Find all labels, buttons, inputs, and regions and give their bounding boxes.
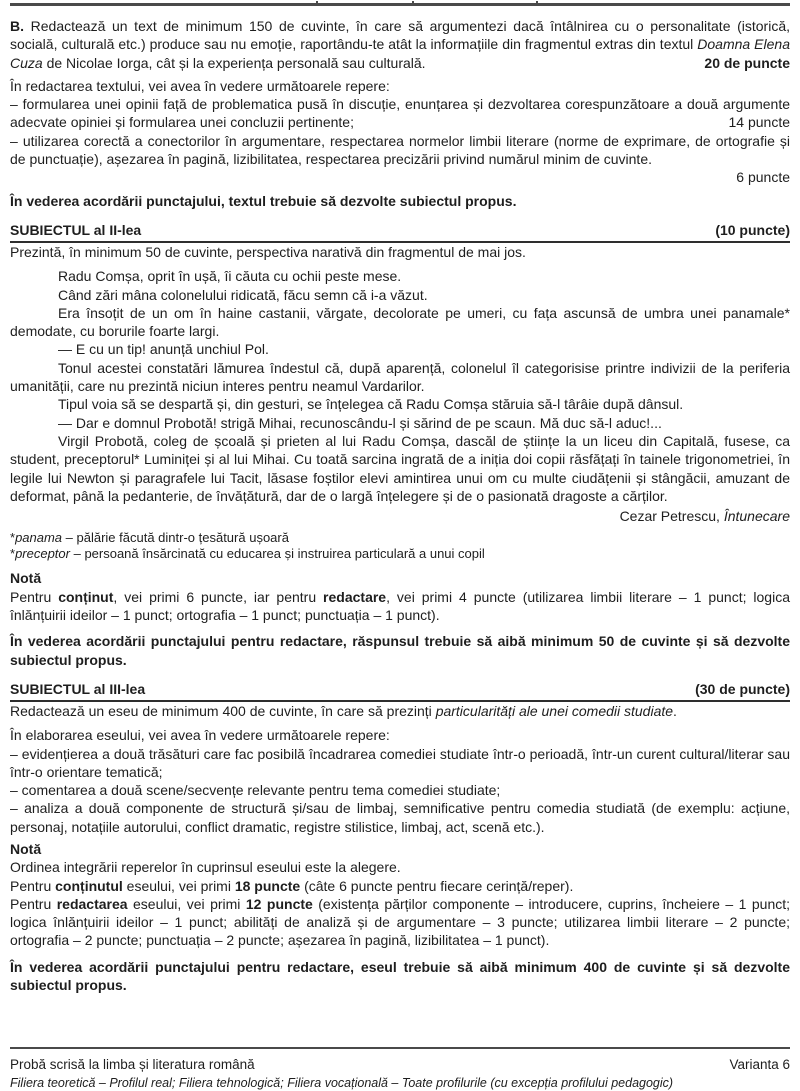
essay-topic: particularități ale unei comedii studiate	[435, 702, 674, 719]
fragment-paragraph: Virgil Probotă, coleg de școală și prieten al lui Radu Comșa, dascăl de științe la un liceu din Capitală, fusese, ca student, preceptorul* Luminiței și al lui Mihai. Cu toată sarcina ingrată de a iniția doi copii răsfățați în tainele trigonometriei, în legile lui Newton și paragrafele lui Tacit, lăsase foștilor elevi amintirea unui om cu multe ciudățenii și stângăcii, amuzant de deformat, până la pedanterie, de învățătură, dar de o largă înțelegere și de o pasionată dragoste a cărților.	[10, 432, 790, 504]
essay-bullet-2: – comentarea a două scene/secvențe relevante pentru tema comediei studiate;	[10, 782, 501, 799]
note-text: , vei primi 4 puncte (utilizarea limbii literare – 1 punct; logica înlănțuirii ideilor – 1 punct; ortografia – 1 punct; punctuația – 1 punct).	[10, 588, 790, 624]
subject-2-header	[10, 222, 790, 243]
fragment-paragraph: Radu Comșa, oprit în ușă, îi căuta cu ochii peste mese.	[58, 268, 402, 285]
subject-3-award-note: În vederea acordării punctajului pentru redactare, eseul trebuie să aibă minimum 400 de cuvinte și să dezvolte subiectul propus.	[10, 958, 790, 994]
footnote-term: preceptor	[15, 545, 70, 561]
footnote-definition: – pălărie făcută dintr-o țesătură ușoară	[62, 530, 289, 546]
table-remnant-tick	[412, 1, 414, 6]
emphasis-points: 18 puncte	[234, 877, 301, 894]
essay-bullet-1: – evidențierea a două trăsături care fac posibilă încadrarea comediei studiate într-o perioadă, într-un curent cultural/literar sau într-o orientare tematică;	[10, 745, 790, 780]
note-text: eseului, vei primi	[122, 877, 235, 894]
fragment-paragraph: Când zări mâna colonelului ridicată, făcu semn că i-a văzut.	[58, 286, 428, 303]
emphasis-points: 12 puncte	[245, 895, 313, 912]
footer-variant: Varianta 6	[729, 1057, 790, 1072]
part-b-guidelines-intro: În redactarea textului, vei avea în vedere următoarele repere:	[10, 77, 390, 94]
subject-3-title: SUBIECTUL al III-lea	[10, 680, 146, 697]
footnote-term: panama	[15, 530, 63, 546]
table-remnant-tick	[316, 1, 318, 6]
author-name: Cezar Petrescu,	[619, 508, 720, 525]
note-text: eseului, vei primi	[127, 895, 246, 912]
emphasis-term: redactarea	[56, 895, 128, 912]
literary-fragment	[10, 267, 790, 505]
part-b-award-note: În vederea acordării punctajului, textul trebuie să dezvolte subiectul propus.	[10, 192, 517, 209]
task-text: Redactează un eseu de minimum 400 de cuvinte, în care să prezinți	[10, 702, 436, 719]
part-b-points: 20 de puncte	[704, 54, 790, 71]
note-text: (existența părților componente – introducere, cuprins, încheiere – 1 punct; logica înlănțuirii ideilor – 1 punct; abilități de analiză și de argumentare – 3 puncte; utilizarea limbii literare – 2 puncte; ortografia – 2 puncte; punctuația – 2 puncte; așezarea în pagină, lizibilitatea – 1 punct).	[10, 895, 791, 949]
referenced-work-title: Doamna Elena Cuza	[10, 36, 790, 71]
bullet-1-points: 14 puncte	[728, 114, 790, 131]
part-b-bullet-2: – utilizarea corectă a conectorilor în argumentare, respectarea normelor limbii literare (norme de exprimare, de ortografie și de punctuație), așezarea în pagină, lizibilitatea, respectarea precizării privind numărul minim de cuvinte.	[10, 132, 790, 168]
subject-3-header	[10, 681, 790, 702]
part-b-bullet-1	[10, 95, 790, 132]
footer-exam-name: Probă scrisă la limba și literatura română	[10, 1057, 255, 1072]
footnote-definition: – persoană însărcinată cu educarea și instruirea particulară a unui copil	[69, 545, 485, 561]
footnote-marker: *	[10, 530, 16, 546]
footer-cutoff-line: Filiera teoretică – Profilul real; Filiera tehnologică; Filiera vocațională – Toate profilurile (cu excepția profilului pedagogic)	[10, 1076, 674, 1090]
bullet-text: – formularea unei opinii față de problematica pusă în discuție, enunțarea și dezvoltarea corespunzătoare a două argumente adecvate opiniei și formularea unei concluzii pertinente;	[10, 96, 790, 131]
fragment-paragraph: Era însoțit de un om în haine castanii, vărgate, decolorate pe umeri, cu fața ascunsă de umbra unei panamale* demodate, cu borurile foarte largi.	[10, 304, 790, 340]
emphasis-term: redactare	[323, 588, 387, 605]
part-b-text-end: de Nicolae Iorga, cât și la experiența personală sau culturală.	[42, 54, 426, 71]
subject-2-title: SUBIECTUL al II-lea	[10, 221, 142, 238]
task-text-end: .	[673, 702, 677, 719]
subject-3-note-line-2	[10, 877, 790, 895]
note-heading-2: Notă	[10, 840, 42, 857]
fragment-paragraph: — E cu un tip! anunță unchiul Pol.	[58, 341, 269, 358]
subject-2-award-note: În vederea acordării punctajului pentru redactare, răspunsul trebuie să aibă minimum 50 de cuvinte și să dezvolte subiectul propus.	[10, 633, 790, 668]
note-text: (câte 6 puncte pentru fiecare cerință/reper).	[300, 877, 574, 894]
emphasis-term: conținut	[58, 588, 114, 605]
footer-divider	[10, 1047, 790, 1049]
note-text: , vei primi 6 puncte, iar pentru	[113, 588, 324, 605]
work-title: Întunecare	[723, 508, 790, 525]
subject-3-note-line-3	[10, 895, 790, 950]
note-text: Pentru	[10, 588, 59, 605]
fragment-paragraph: Tonul acestei constatări lămurea îndestul că, după aparență, colonelul îl categorisise printre indivizii de la periferia umanității, care nu prezintă niciun interes pentru neamul Vardarilor.	[10, 359, 790, 395]
fragment-paragraph: — Dar e domnul Probotă! strigă Mihai, recunoscându-l și sărind de pe scaun. Mă duc să-l aduc!...	[58, 414, 662, 431]
subject-3-note-line-1: Ordinea integrării reperelor în cuprinsul eseului este la alegere.	[10, 859, 401, 876]
note-text: Pentru	[10, 895, 57, 912]
footnote-preceptor	[10, 546, 790, 562]
top-divider	[10, 3, 790, 6]
note-heading: Notă	[10, 570, 42, 587]
footnote-marker: *	[10, 545, 16, 561]
attribution	[10, 507, 790, 525]
exam-page	[0, 3, 800, 1090]
emphasis-term: conținutul	[55, 877, 123, 894]
essay-guidelines-intro: În elaborarea eseului, vei avea în vedere următoarele repere:	[10, 727, 390, 744]
page-footer	[10, 1047, 790, 1091]
bullet-2-points: 6 puncte	[736, 169, 790, 186]
subject-2-task: Prezintă, în minimum 50 de cuvinte, perspectiva narativă din fragmentul de mai jos.	[10, 243, 526, 260]
part-b-paragraph	[10, 17, 790, 72]
part-b-text: Redactează un text de minimum 150 de cuvinte, în care să argumentezi dacă întâlnirea cu o personalitate (istorică, socială, culturală etc.) produce sau nu emoție, raportându-te atât la informațiile din fragmentul extras din textul	[10, 18, 791, 53]
subject-2-note	[10, 588, 790, 625]
subject-3-task	[10, 702, 790, 720]
essay-bullet-3: – analiza a două componente de structură și/sau de limbaj, semnificative pentru comedia studiată (de exemplu: acțiune, personaj, notațiile autorului, conflict dramatic, registre stilistice, limbaj, act, scenă etc.).	[10, 800, 790, 835]
fragment-paragraph: Tipul voia să se despartă și, din gesturi, se înțelegea că Radu Comșa stăruia să-l târâie după dânsul.	[58, 396, 684, 413]
footnote-panama	[10, 530, 790, 546]
note-text: Pentru	[10, 877, 56, 894]
subject-3-points: (30 de puncte)	[695, 680, 790, 697]
table-remnant-tick	[536, 1, 538, 6]
part-b-label: B.	[10, 18, 24, 34]
subject-2-points: (10 puncte)	[715, 221, 790, 238]
